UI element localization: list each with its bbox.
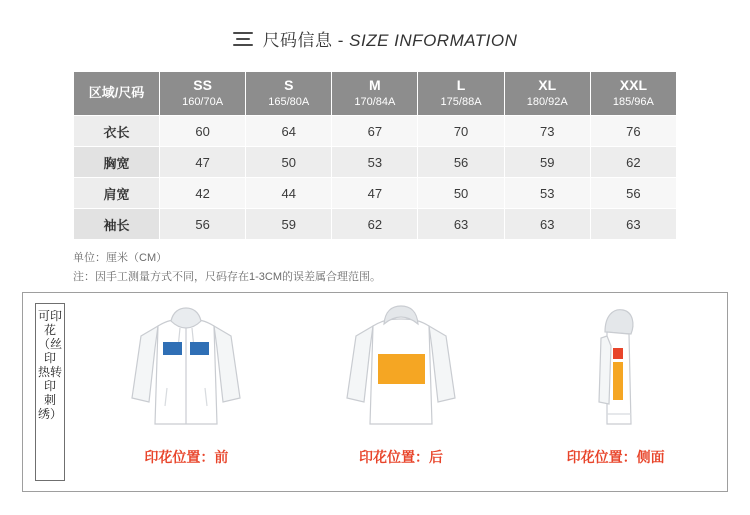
garment-illustrations: [79, 299, 723, 487]
cell-chest-l: 56: [418, 147, 504, 178]
cell-chest-xxl: 62: [590, 147, 676, 178]
table-row: [74, 178, 677, 209]
table-row: [74, 147, 677, 178]
column-size-s: S: [284, 77, 294, 94]
page-title-separator: -: [332, 31, 350, 50]
hoodie-front-icon: [111, 299, 261, 445]
column-header-xl: [504, 72, 590, 116]
hamburger-icon: [233, 32, 253, 46]
caption-front: 印花位置：前: [144, 449, 229, 465]
cell-sleeve-l: 63: [418, 209, 504, 240]
column-header-ss: [160, 72, 246, 116]
row-label-shoulder: 肩宽: [74, 178, 160, 209]
note-unit: 单位：厘米（CM）: [73, 252, 168, 264]
cell-length-m: 67: [332, 116, 418, 147]
cell-sleeve-m: 62: [332, 209, 418, 240]
column-size-ss: SS: [193, 77, 212, 94]
cell-shoulder-l: 50: [418, 178, 504, 209]
cell-sleeve-xl: 63: [504, 209, 590, 240]
cell-sleeve-ss: 56: [160, 209, 246, 240]
table-corner-header: 区域/尺码: [74, 72, 160, 116]
size-table-body: [74, 116, 677, 240]
row-label-chest: 胸宽: [74, 147, 160, 178]
cell-chest-ss: 47: [160, 147, 246, 178]
hoodie-side-icon: [541, 299, 691, 445]
print-area-front-left: [163, 342, 182, 355]
table-notes: [73, 249, 677, 286]
hoodie-back-icon: [326, 299, 476, 445]
column-size-xl: XL: [538, 77, 557, 94]
column-header-s: [246, 72, 332, 116]
column-height-s: 165/80A: [268, 95, 310, 108]
column-size-xxl: XXL: [619, 77, 647, 94]
column-header-l: [418, 72, 504, 116]
hoodie-front-svg: [111, 302, 261, 442]
print-area-side-top: [613, 348, 623, 359]
caption-side: 印花位置：侧面: [566, 449, 665, 465]
note-tolerance: 注：因手工测量方式不同，尺码存在1-3CM的误差属合理范围。: [73, 270, 382, 283]
row-label-length: 衣长: [74, 116, 160, 147]
column-size-l: L: [456, 77, 466, 94]
column-header-xxl: [590, 72, 676, 116]
cell-length-ss: 60: [160, 116, 246, 147]
column-height-m: 170/84A: [354, 95, 396, 108]
cell-shoulder-ss: 42: [160, 178, 246, 209]
cell-chest-s: 50: [246, 147, 332, 178]
column-header-m: [332, 72, 418, 116]
size-table-wrapper: [73, 71, 677, 240]
cell-length-xxl: 76: [590, 116, 676, 147]
page-title-en: SIZE INFORMATION: [349, 31, 518, 50]
cell-sleeve-s: 59: [246, 209, 332, 240]
cell-shoulder-xl: 53: [504, 178, 590, 209]
row-label-sleeve: 袖长: [74, 209, 160, 240]
hoodie-side-svg: [541, 302, 691, 442]
garment-back: [301, 299, 501, 467]
size-table: [73, 71, 677, 240]
cell-shoulder-s: 44: [246, 178, 332, 209]
cell-shoulder-xxl: 56: [590, 178, 676, 209]
garment-side: [516, 299, 716, 467]
cell-shoulder-m: 47: [332, 178, 418, 209]
table-row: [74, 116, 677, 147]
column-height-xl: 180/92A: [526, 95, 568, 108]
table-header-row: [74, 72, 677, 116]
column-height-xxl: 185/96A: [612, 95, 654, 108]
print-options-panel: [22, 292, 728, 492]
size-table-head: [74, 72, 677, 116]
column-height-ss: 160/70A: [182, 95, 224, 108]
page-title: [263, 26, 518, 51]
cell-length-xl: 73: [504, 116, 590, 147]
column-size-m: M: [369, 77, 381, 94]
cell-chest-xl: 59: [504, 147, 590, 178]
print-area-side-strip: [613, 362, 623, 400]
print-methods-label: 可印花（丝印 热转印 刺绣）: [35, 303, 65, 481]
page-header: [0, 0, 750, 65]
cell-sleeve-xxl: 63: [590, 209, 676, 240]
cell-length-s: 64: [246, 116, 332, 147]
column-height-l: 175/88A: [440, 95, 482, 108]
garment-front: [86, 299, 286, 467]
caption-back: 印花位置：后: [358, 449, 443, 465]
page-title-cn: 尺码信息: [262, 31, 333, 50]
table-row: [74, 209, 677, 240]
cell-length-l: 70: [418, 116, 504, 147]
print-area-back: [378, 354, 425, 384]
cell-chest-m: 53: [332, 147, 418, 178]
print-area-front-right: [190, 342, 209, 355]
hoodie-back-svg: [326, 302, 476, 442]
